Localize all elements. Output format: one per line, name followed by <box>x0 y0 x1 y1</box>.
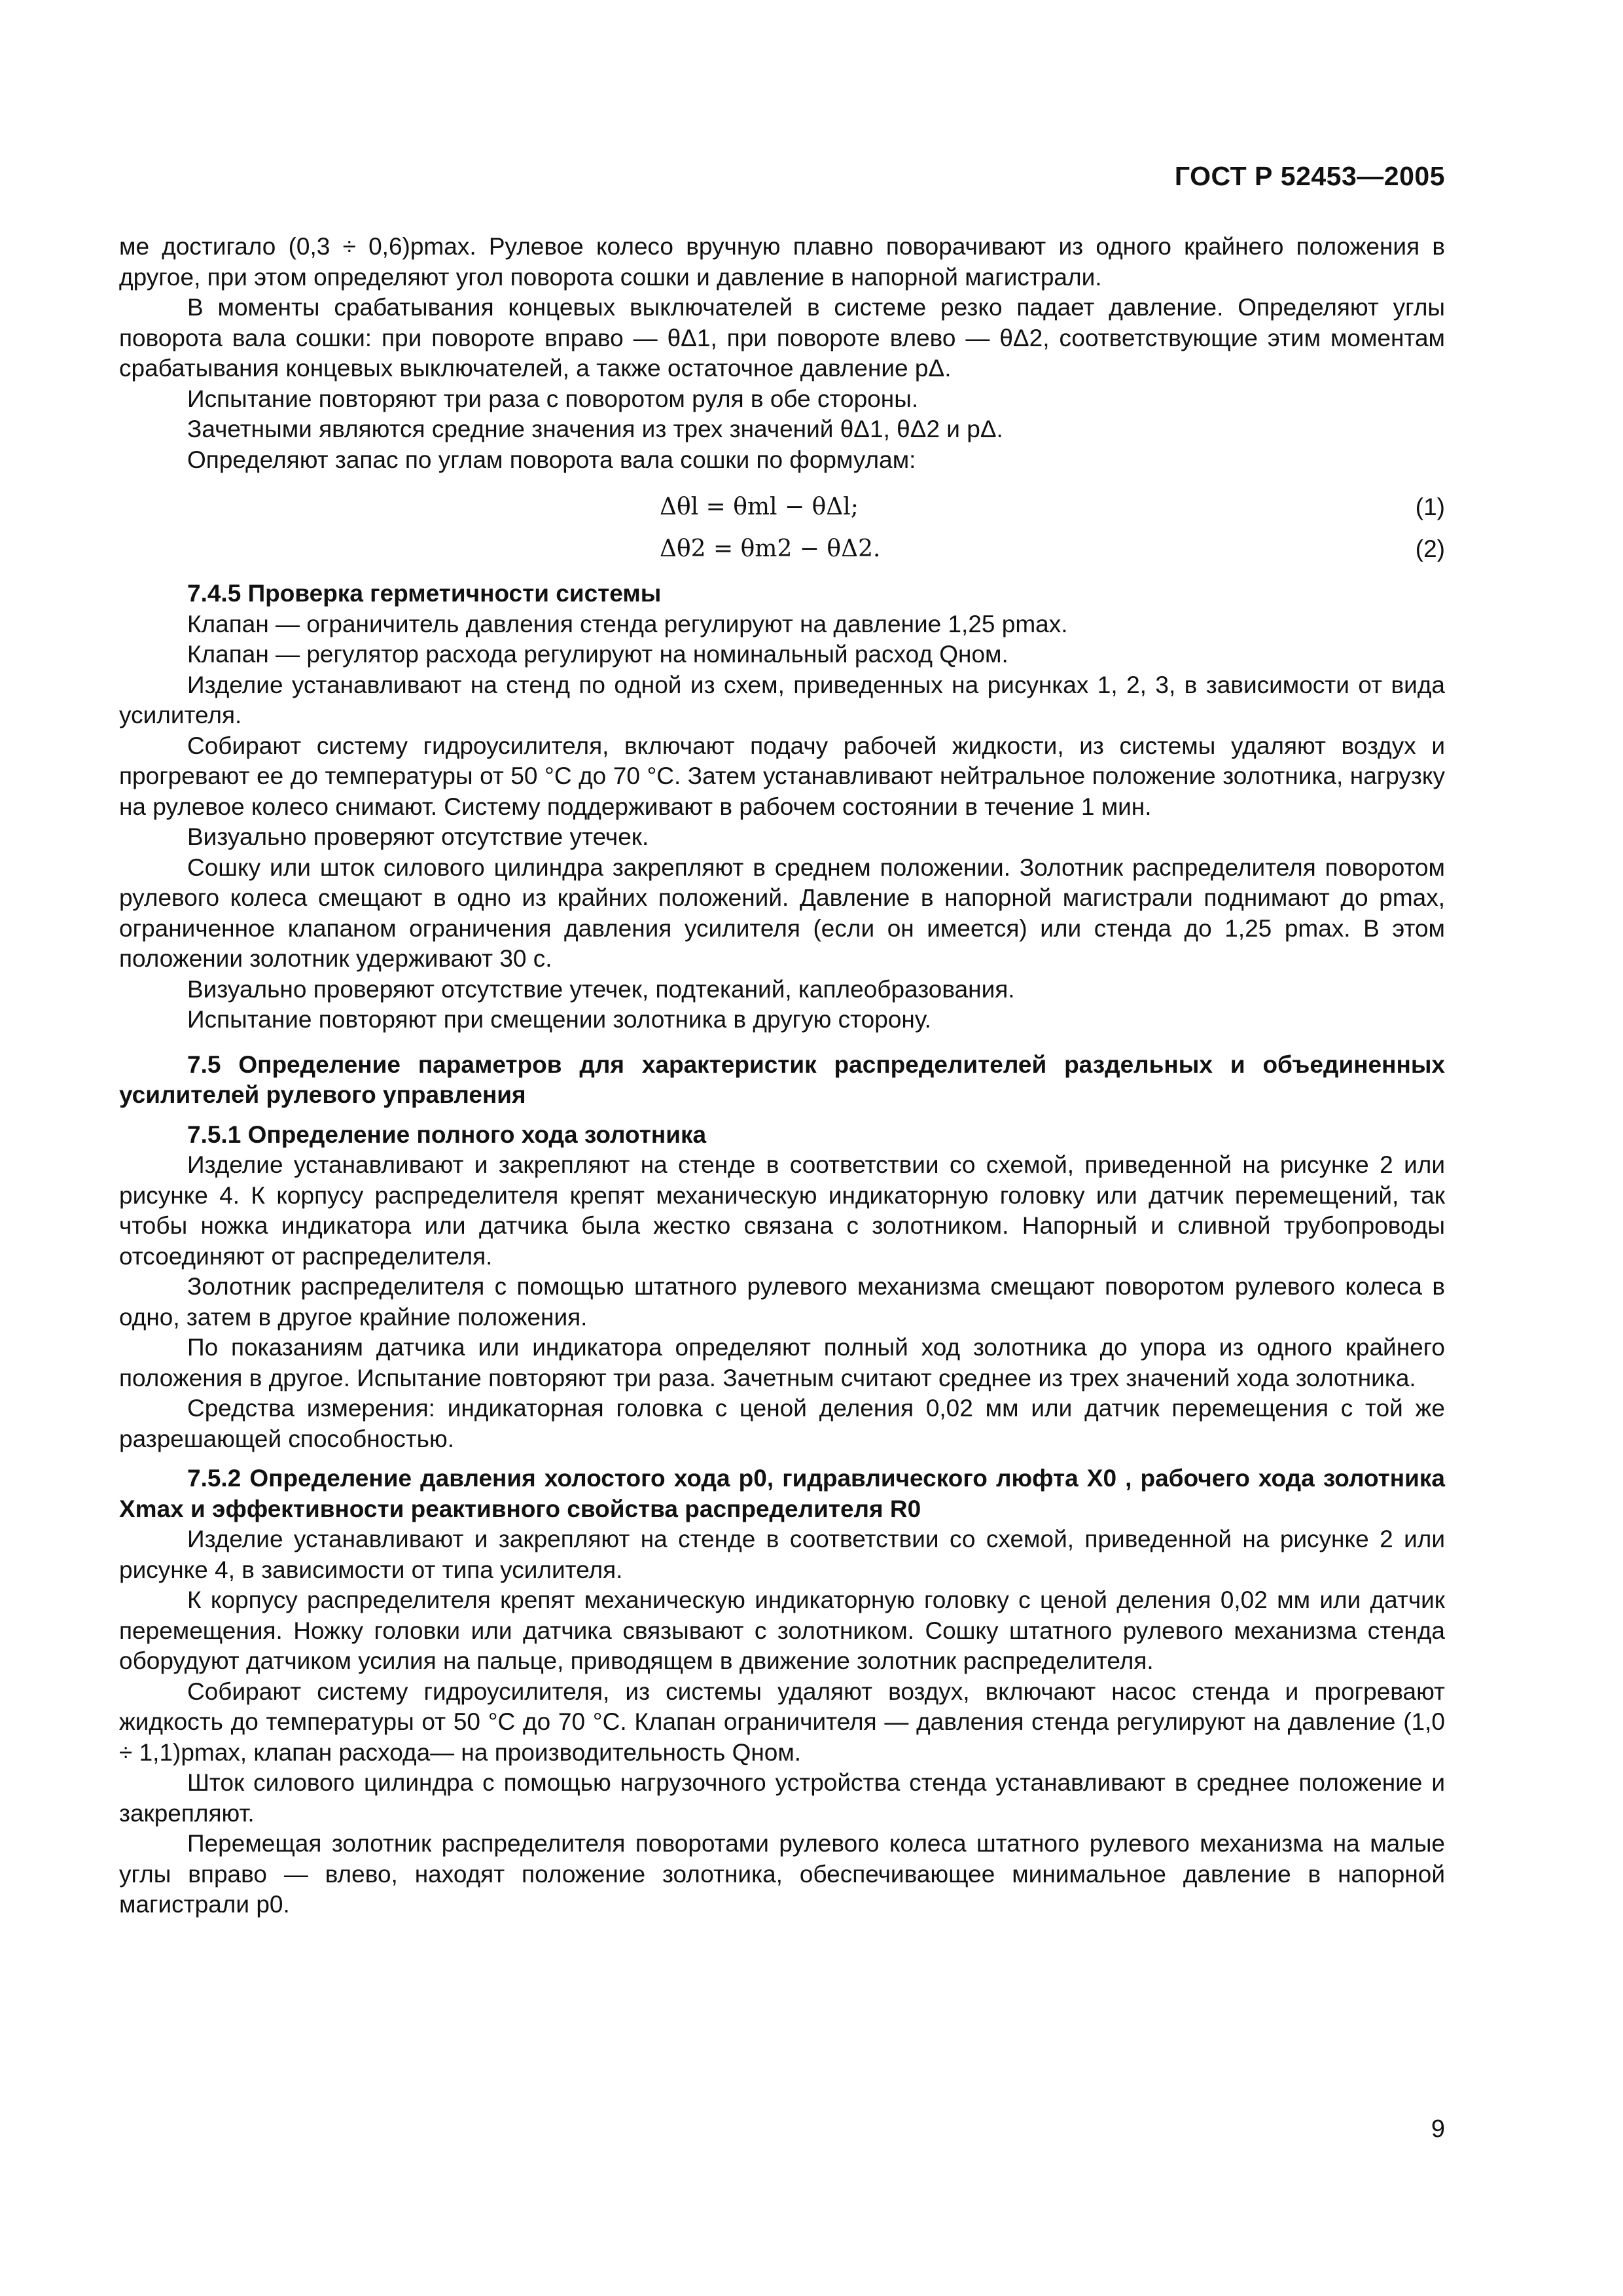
paragraph: Золотник распределителя с помощью штатного рулевого механизма смещают поворотом рулевого колеса в одно, затем в другое крайние положения. <box>119 1273 1445 1331</box>
paragraph: К корпусу распределителя крепят механическую индикаторную головку с ценой деления 0,02 мм или датчик перемещения. Ножку головки или датчика связывают с золотником. Сошку штатного рулевого механизма стенда оборудуют датчиком усилия на пальце, приводящем в движение золотник распределителя. <box>119 1587 1445 1674</box>
paragraph: Клапан — ограничитель давления стенда регулируют на давление 1,25 pmax. <box>187 610 1068 637</box>
paragraph: Клапан — регулятор расхода регулируют на номинальный расход Qном. <box>187 641 1008 668</box>
paragraph: Визуально проверяют отсутствие утечек, подтеканий, каплеобразования. <box>187 975 1015 1003</box>
paragraph: Изделие устанавливают и закрепляют на стенде в соответствии со схемой, приведенной на рисунке 2 или рисунке 4, в зависимости от типа усилителя. <box>119 1526 1445 1583</box>
equation-number: (1) <box>1415 493 1445 520</box>
section-heading-7-5-2: 7.5.2 Определение давления холостого хода p0, гидравлического люфта X0 , рабочего хода золотника Xmax и эффективности реактивного свойства распределителя R0 <box>119 1465 1445 1522</box>
equation-2 <box>119 528 1445 569</box>
paragraph: Испытание повторяют три раза с поворотом руля в обе стороны. <box>187 385 919 412</box>
paragraph: Средства измерения: индикаторная головка с ценой деления 0,02 мм или датчик перемещения с той же разрешающей способностью. <box>119 1395 1445 1452</box>
paragraph: Испытание повторяют при смещении золотника в другую сторону. <box>187 1006 931 1033</box>
section-heading-7-5: 7.5 Определение параметров для характеристик распределителей раздельных и объединенных усилителей рулевого управления <box>119 1050 1445 1108</box>
page-content <box>119 232 1445 1920</box>
paragraph: Собирают систему гидроусилителя, из системы удаляют воздух, включают насос стенда и прогревают жидкость до температуры от 50 °С до 70 °С. Клапан ограничителя — давления стенда регулируют на давление (1,0 ÷ 1,1)pmax, клапан расхода— на производительность Qном. <box>119 1677 1445 1766</box>
equation-number: (2) <box>1415 535 1445 562</box>
paragraph: Изделие устанавливают на стенд по одной из схем, приведенных на рисунках 1, 2, 3, в зависимости от вида усилителя. <box>119 671 1445 728</box>
equation-1 <box>119 486 1445 528</box>
paragraph: Определяют запас по углам поворота вала сошки по формулам: <box>187 446 916 473</box>
section-heading-7-5-1: 7.5.1 Определение полного хода золотника <box>187 1121 707 1148</box>
paragraph: По показаниям датчика или индикатора определяют полный ход золотника до упора из одного крайнего положения в другое. Испытание повторяют три раза. Зачетным считают среднее из трех значений хода золотника. <box>119 1334 1445 1391</box>
document-id-header: ГОСТ Р 52453—2005 <box>1174 161 1445 191</box>
paragraph: ме достигало (0,3 ÷ 0,6)pmax. Рулевое колесо вручную плавно поворачивают из одного крайнего положения в другое, при этом определяют угол поворота сошки и давление в напорной магистрали. <box>119 233 1445 291</box>
paragraph: Зачетными являются средние значения из трех значений θΔ1, θΔ2 и pΔ. <box>187 416 1003 442</box>
paragraph: Сошку или шток силового цилиндра закрепляют в среднем положении. Золотник распределителя поворотом рулевого колеса смещают в одно из крайних положений. Давление в напорной магистрали поднимают до pmax, ограниченное клапаном ограничения давления усилителя (если он имеется) или стенда до 1,25 pmax. В этом положении золотник удерживают 30 с. <box>119 853 1445 972</box>
paragraph: Шток силового цилиндра с помощью нагрузочного устройства стенда устанавливают в среднее положение и закрепляют. <box>119 1769 1445 1827</box>
paragraph: Собирают систему гидроусилителя, включают подачу рабочей жидкости, из системы удаляют воздух и прогревают ее до температуры от 50 °С до 70 °С. Затем устанавливают нейтральное положение золотника, нагрузку на рулевое колесо снимают. Систему поддерживают в рабочем состоянии в течение 1 мин. <box>119 732 1445 820</box>
section-heading-7-4-5: 7.4.5 Проверка герметичности системы <box>187 580 662 607</box>
paragraph: В моменты срабатывания концевых выключателей в системе резко падает давление. Определяют углы поворота вала сошки: при повороте вправо — θΔ1, при повороте влево — θΔ2, соответствующие этим моментам срабатывания концевых выключателей, а также остаточное давление pΔ. <box>119 294 1445 382</box>
equation-expression: Δθl = θml − θΔl; <box>660 493 859 520</box>
paragraph: Визуально проверяют отсутствие утечек. <box>187 823 649 850</box>
page-number: 9 <box>1431 2115 1445 2143</box>
paragraph: Перемещая золотник распределителя поворотами рулевого колеса штатного рулевого механизма на малые углы вправо — влево, находят положение золотника, обеспечивающее минимальное давление в напорной магистрали p0. <box>119 1830 1445 1918</box>
equation-expression: Δθ2 = θm2 − θΔ2. <box>660 535 881 562</box>
paragraph: Изделие устанавливают и закрепляют на стенде в соответствии со схемой, приведенной на рисунке 2 или рисунке 4. К корпусу распределителя крепят механическую индикаторную головку или датчик перемещений, так чтобы ножка индикатора или датчика была жестко связана с золотником. Напорный и сливной трубопроводы отсоединяют от распределителя. <box>119 1151 1445 1270</box>
